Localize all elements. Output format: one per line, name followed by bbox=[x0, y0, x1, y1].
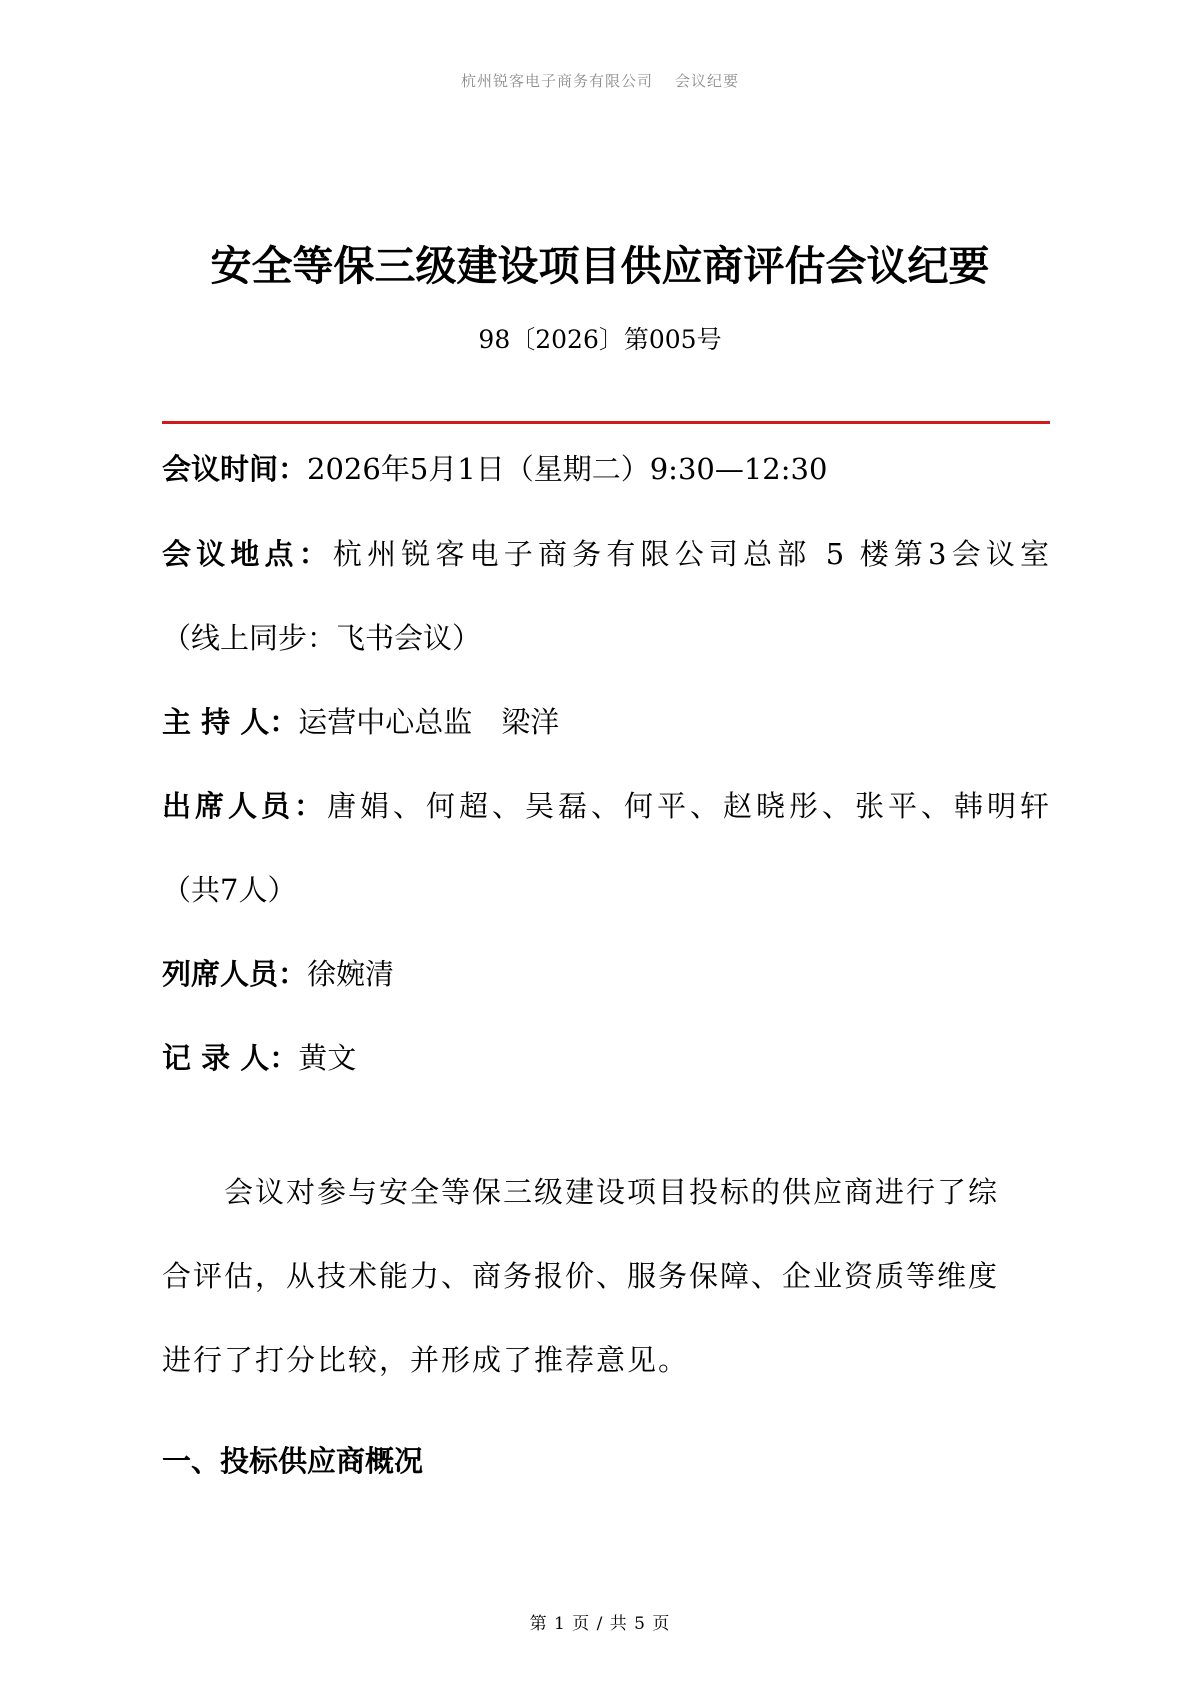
meeting-location-online: （线上同步：飞书会议） bbox=[162, 621, 482, 655]
meeting-time-value: 2026年5月1日（星期二）9:30—12:30 bbox=[307, 452, 828, 486]
host-label: 主 持 人： bbox=[162, 705, 299, 739]
meeting-location-value: 杭州锐客电子商务有限公司总部 5 楼第3会议室 bbox=[332, 537, 1050, 571]
observers-row bbox=[162, 953, 1050, 995]
document-title: 安全等保三级建设项目供应商评估会议纪要 bbox=[210, 242, 990, 290]
host-value: 运营中心总监 梁洋 bbox=[298, 705, 560, 739]
intro-paragraph-line-3: 进行了打分比较，并形成了推荐意见。 bbox=[162, 1343, 690, 1377]
recorder-value: 黄文 bbox=[298, 1041, 357, 1075]
intro-paragraph-line-1: 会议对参与安全等保三级建设项目投标的供应商进行了综 bbox=[162, 1175, 1000, 1209]
header-company: 杭州锐客电子商务有限公司 bbox=[460, 72, 653, 90]
header-doc-type: 会议纪要 bbox=[675, 72, 740, 90]
recorder-label: 记 录 人： bbox=[162, 1041, 299, 1075]
document-number: 98〔2026〕第005号 bbox=[478, 325, 722, 354]
host-row bbox=[162, 701, 1050, 743]
attendees-label: 出席人员： bbox=[162, 789, 327, 823]
attendees-value: 唐娟、何超、吴磊、何平、赵晓彤、张平、韩明轩 bbox=[327, 789, 1050, 823]
meeting-location-row bbox=[162, 533, 1050, 575]
attendees-row bbox=[162, 785, 1050, 827]
meeting-location-label: 会议地点： bbox=[162, 537, 333, 571]
red-divider bbox=[162, 421, 1050, 424]
intro-paragraph-line-2: 合评估，从技术能力、商务报价、服务保障、企业资质等维度 bbox=[162, 1259, 1000, 1293]
observers-value: 徐婉清 bbox=[307, 957, 395, 991]
page-footer: 第 1 页 / 共 5 页 bbox=[529, 1614, 671, 1634]
meeting-time-label: 会议时间： bbox=[162, 452, 308, 486]
observers-label: 列席人员： bbox=[162, 957, 308, 991]
attendees-row-cont bbox=[162, 869, 1050, 911]
section-heading-1: 一、投标供应商概况 bbox=[162, 1444, 424, 1478]
recorder-row bbox=[162, 1037, 1050, 1079]
running-header bbox=[0, 70, 1200, 91]
meeting-time-row bbox=[162, 448, 1050, 490]
attendees-count: （共7人） bbox=[162, 873, 297, 907]
meeting-location-row-cont bbox=[162, 617, 1050, 659]
